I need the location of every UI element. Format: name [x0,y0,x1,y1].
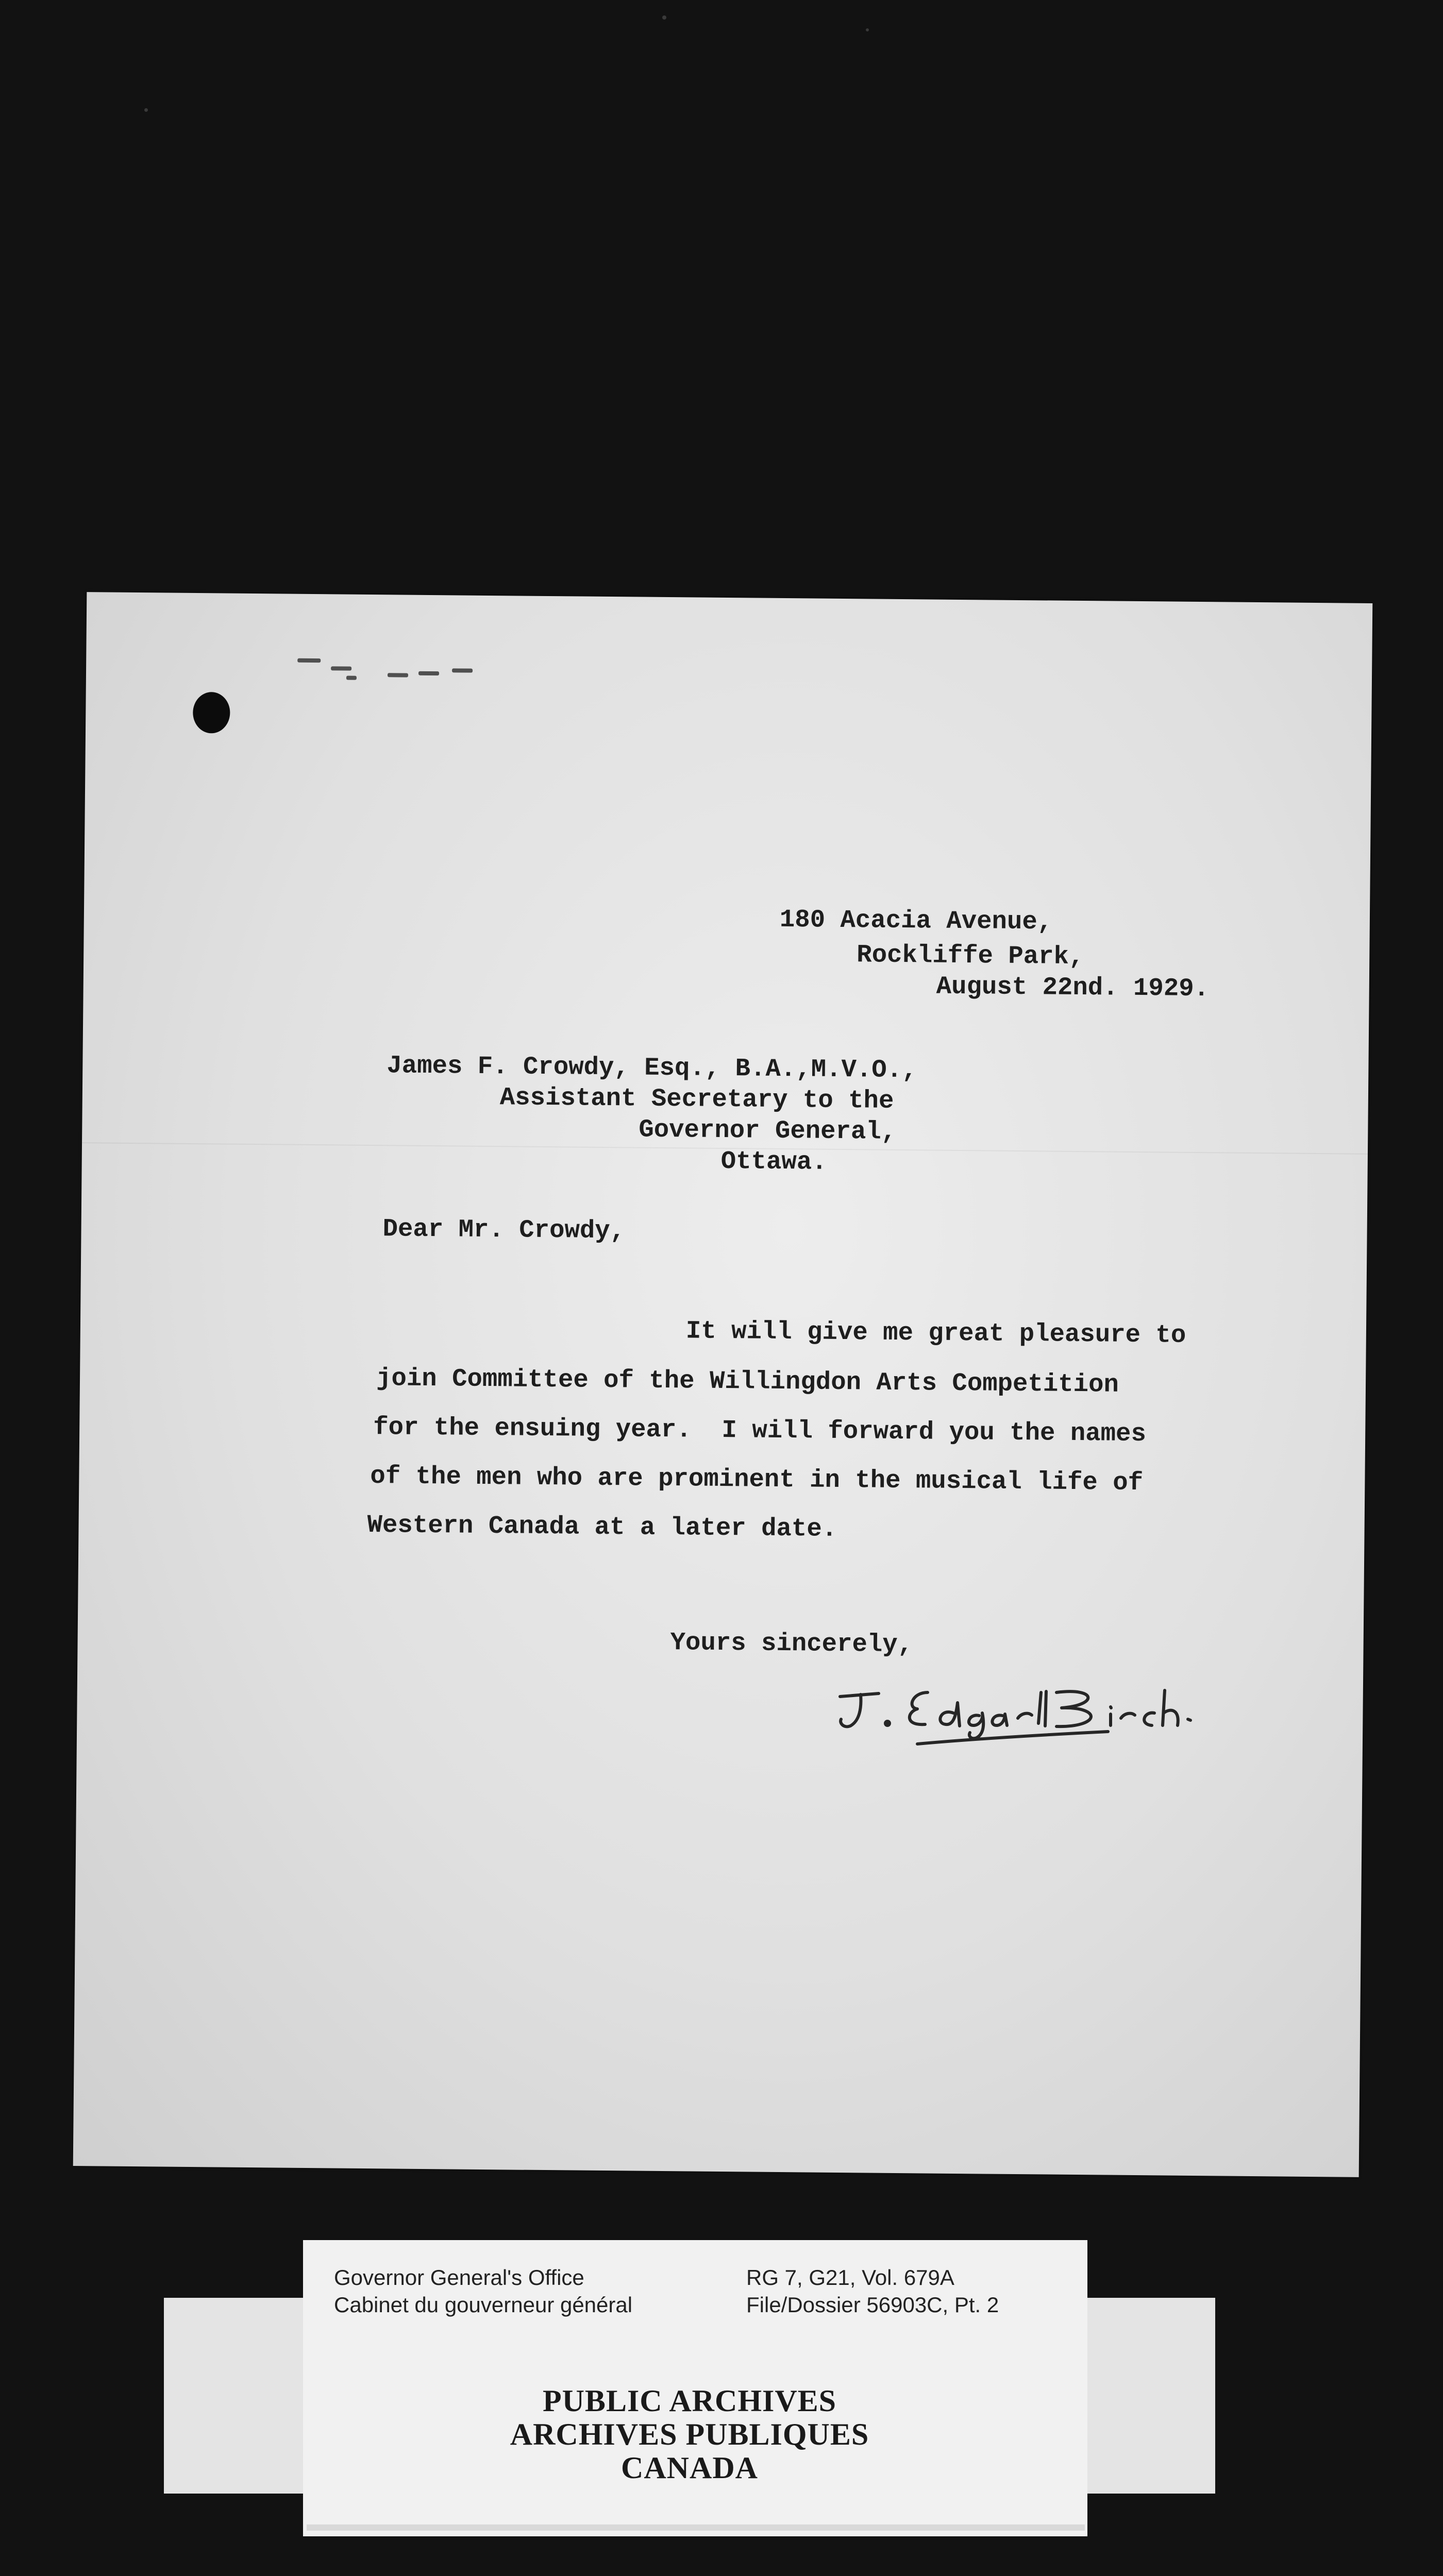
stamp-line: PUBLIC ARCHIVES [542,2384,837,2418]
handwritten-signature [830,1672,1221,1754]
letter-date: August 22nd. 1929. [936,972,1210,1004]
paper-mark [297,658,321,663]
stamp-line: CANADA [621,2451,758,2485]
paper-mark [452,668,473,672]
recipient-line: James F. Crowdy, Esq., B.A.,M.V.O., [387,1051,917,1085]
recipient-line: Ottawa. [720,1146,827,1177]
paper-mark [331,666,351,670]
body-line: It will give me great pleasure to [685,1316,1186,1350]
film-dust [662,15,666,20]
office-name-fr: Cabinet du gouverneur général [334,2293,633,2317]
letter-page [73,592,1373,2177]
label-edge [307,2524,1085,2531]
record-group-reference: RG 7, G21, Vol. 679A [746,2265,954,2290]
recipient-line: Assistant Secretary to the [499,1083,894,1115]
office-name-en: Governor General's Office [334,2265,584,2290]
body-line: join Committee of the Willingdon Arts Competition [376,1364,1119,1399]
body-line: Western Canada at a later date. [367,1510,837,1544]
film-dust [866,28,869,31]
paper-mark [418,671,439,675]
film-dust [144,108,148,112]
closing: Yours sincerely, [670,1628,913,1659]
address-line: Rockliffe Park, [857,940,1084,972]
paper-mark [388,673,408,677]
recipient-line: Governor General, [639,1115,897,1146]
salutation: Dear Mr. Crowdy, [382,1214,626,1246]
body-line: of the men who are prominent in the musical life of [370,1462,1144,1498]
punch-hole [193,692,230,734]
stamp-line: ARCHIVES PUBLIQUES [510,2417,869,2451]
body-line: for the ensuing year. I will forward you the names [373,1413,1147,1449]
file-reference: File/Dossier 56903C, Pt. 2 [746,2293,999,2317]
address-line: 180 Acacia Avenue, [779,905,1053,937]
archives-stamp [164,2380,1215,2483]
paper-mark [346,676,357,680]
